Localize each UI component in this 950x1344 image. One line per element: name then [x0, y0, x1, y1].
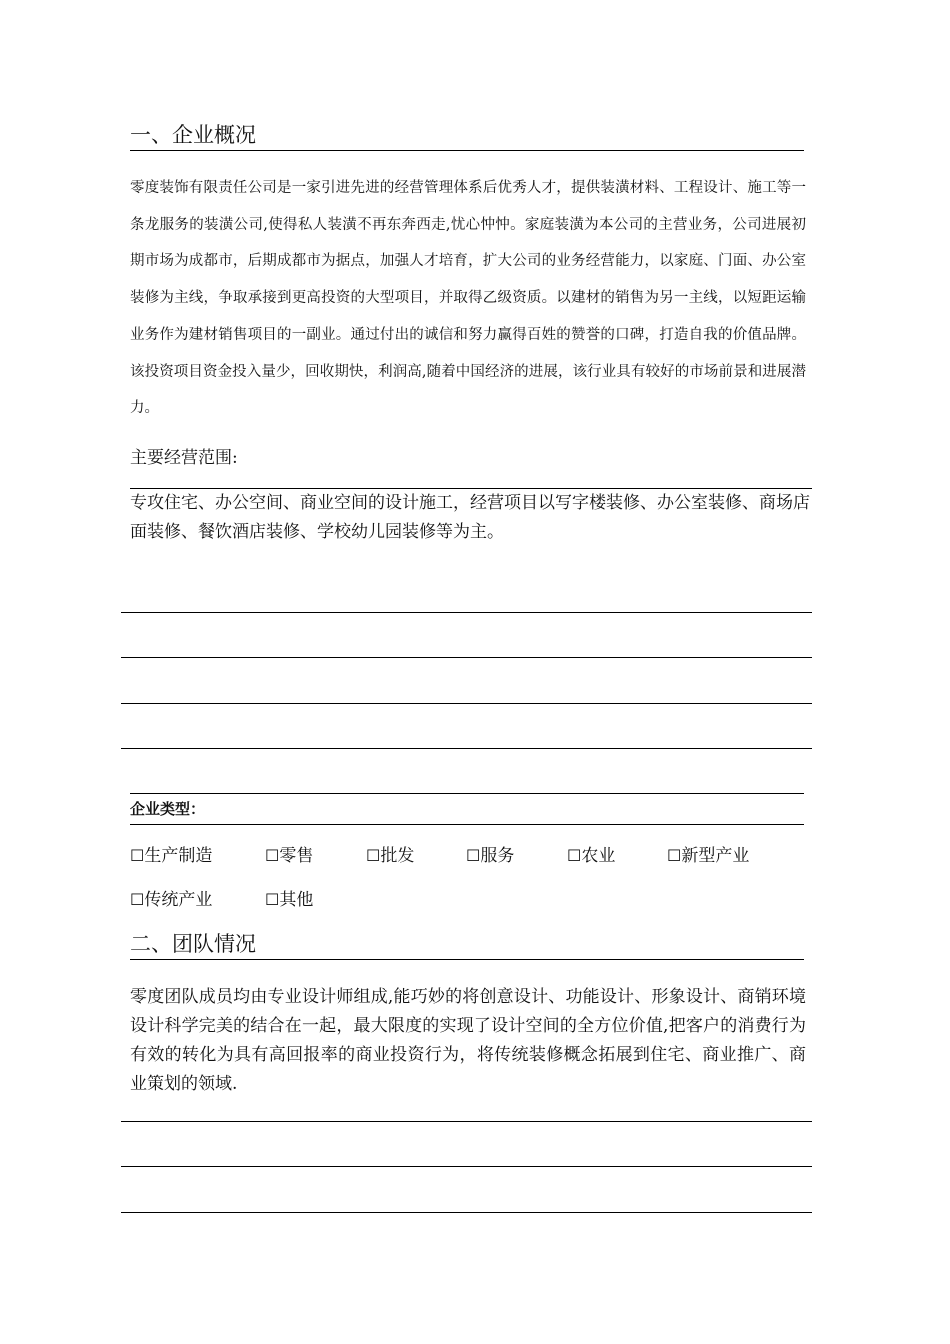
checkbox-option-other[interactable]: [265, 886, 313, 914]
checkbox-icon[interactable]: ☐: [130, 846, 145, 865]
blank-line: [121, 1121, 812, 1122]
checkbox-option-label: 农业: [581, 846, 616, 866]
checkbox-option-service[interactable]: [466, 842, 514, 870]
checkbox-icon[interactable]: ☐: [265, 846, 280, 865]
checkbox-option-traditional-industry[interactable]: [130, 886, 212, 914]
checkbox-option-label: 零售: [279, 846, 314, 866]
checkbox-option-agriculture[interactable]: [567, 842, 615, 870]
blank-line: [121, 1166, 812, 1167]
checkbox-icon[interactable]: ☐: [265, 890, 280, 909]
checkbox-icon[interactable]: ☐: [667, 846, 682, 865]
checkbox-option-label: 新型产业: [681, 846, 750, 866]
checkbox-icon[interactable]: ☐: [130, 890, 145, 909]
section-heading-company-overview: 一、企业概况: [130, 120, 804, 151]
blank-line: [121, 1212, 812, 1213]
blank-line: [121, 657, 812, 658]
checkbox-option-label: 批发: [380, 846, 415, 866]
checkbox-icon[interactable]: ☐: [466, 846, 481, 865]
company-type-label: 企业类型：: [130, 793, 804, 825]
checkbox-icon[interactable]: ☐: [366, 846, 381, 865]
blank-line: [121, 703, 812, 704]
checkbox-option-label: 服务: [480, 846, 515, 866]
team-overview-paragraph: 零度团队成员均由专业设计师组成,能巧妙的将创意设计、功能设计、形象设计、商销环境设计科学完美的结合在一起，最大限度的实现了设计空间的全方位价值,把客户的消费行为有效的转化为具有高回报率的商业投资行为，将传统装修概念拓展到住宅、商业推广、商业策划的领域.: [130, 987, 806, 1094]
blank-line: [121, 612, 812, 613]
blank-line: [121, 748, 812, 749]
checkbox-option-emerging-industry[interactable]: [667, 842, 749, 870]
checkbox-option-label: 其他: [279, 890, 314, 910]
checkbox-option-wholesale[interactable]: [366, 842, 414, 870]
business-scope-text: 专攻住宅、办公空间、商业空间的设计施工，经营项目以写字楼装修、办公室装修、商场店面装修、餐饮酒店装修、学校幼儿园装修等为主。: [130, 488, 812, 547]
checkbox-option-label: 传统产业: [144, 890, 213, 910]
checkbox-icon[interactable]: ☐: [567, 846, 582, 865]
checkbox-option-retail[interactable]: [265, 842, 313, 870]
business-scope-label: 主要经营范围:: [130, 448, 238, 468]
checkbox-option-label: 生产制造: [144, 846, 213, 866]
checkbox-option-manufacturing[interactable]: [130, 842, 212, 870]
section-heading-team-overview: 二、团队情况: [130, 929, 804, 960]
company-overview-paragraph: 零度装饰有限责任公司是一家引进先进的经营管理体系后优秀人才，提供装潢材料、工程设计、施工等一条龙服务的装潢公司,使得私人装潢不再东奔西走,忧心忡忡。家庭装潢为本公司的主营业务，公司进展初期市场为成都市，后期成都市为据点，加强人才培育，扩大公司的业务经营能力，以家庭、门面、办公室装修为主线，争取承接到更高投资的大型项目，并取得乙级资质。以建材的销售为另一主线，以短距运输业务作为建材销售项目的一副业。通过付出的诚信和努力赢得百姓的赞誉的口碑，打造自我的价值品牌。该投资项目资金投入量少，回收期快，利润高,随着中国经济的进展，该行业具有较好的市场前景和进展潜力。: [130, 180, 806, 417]
